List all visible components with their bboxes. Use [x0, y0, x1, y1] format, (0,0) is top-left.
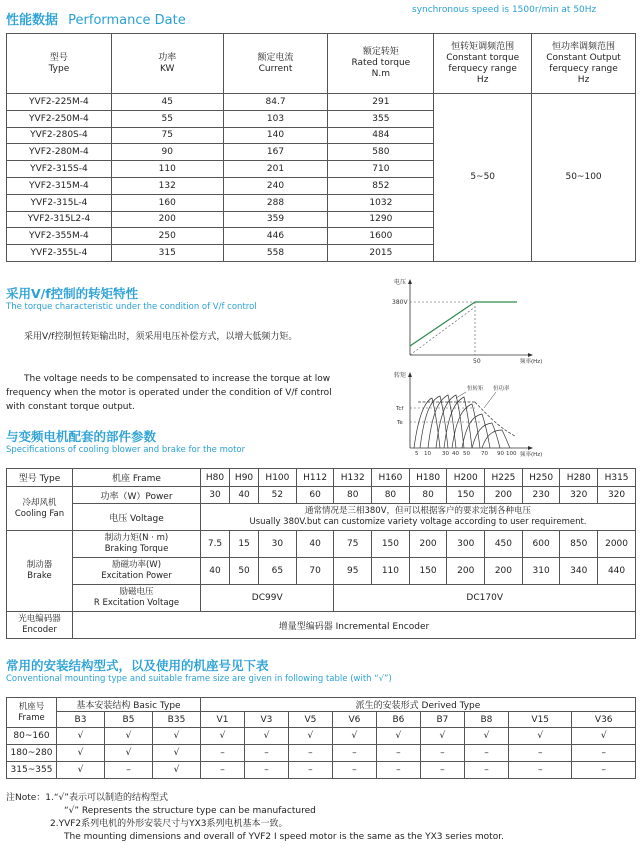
braking-torque-label [73, 531, 201, 558]
perf-cell: YVF2-315S-4 [7, 161, 112, 178]
fan-power-cell: 230 [522, 487, 560, 504]
note-line-3: 2.YVF2系列电机的外形安装尺寸与YX3系列电机基本一致。 [50, 819, 288, 829]
torque-range-cell: 5~50 [434, 94, 532, 262]
note-line-1: 注Note：1.“√”表示可以制造的结构型式 [6, 793, 168, 803]
mount-frame-cell: 80~160 [7, 728, 57, 745]
perf-cell: 291 [328, 94, 434, 111]
parts-section-title [6, 427, 156, 445]
perf-cell: YVF2-315L-4 [7, 194, 112, 211]
mount-frame-en: Frame [18, 712, 45, 723]
excitation-power-en: Excitation Power [101, 571, 172, 581]
braking-torque-en: Braking Torque [104, 544, 169, 554]
output-range-cell: 50~100 [532, 94, 636, 262]
frame-header-cell: H200 [447, 469, 485, 487]
mount-mark-cell: √ [464, 728, 508, 745]
mount-mark-cell: √ [105, 728, 153, 745]
mount-mark-cell: – [464, 762, 508, 779]
perf-cell: 167 [223, 144, 328, 161]
graph2-y-arrow [408, 372, 412, 377]
encoder-label [7, 612, 73, 639]
graph1-vf-line [410, 302, 475, 346]
voltage-value-cn: 通常情况是三相380V，但可以根据客户的要求定制各种电压 [304, 506, 532, 516]
parts-title-cn: 与变频电机配套的部件参数 [6, 429, 157, 444]
sync-speed-note: synchronous speed is 1500r/min at 50Hz [412, 5, 597, 15]
graph2-curve [452, 404, 480, 448]
mount-mark-cell: – [464, 745, 508, 762]
excitation-power-cell: 440 [598, 558, 636, 585]
frame-header-cell: H280 [560, 469, 598, 487]
perf-header-en: Constant Output ferquecy range Hz [546, 52, 621, 85]
excitation-power-cell: 110 [372, 558, 410, 585]
perf-header-0 [7, 34, 112, 94]
fan-power-cell: 80 [409, 487, 447, 504]
graph2-curve [462, 414, 490, 448]
vf-title-en: The torque characteristic under the condition of V/f control [6, 302, 257, 312]
derived-type-cell: V36 [572, 712, 636, 728]
excitation-power-cell: 200 [447, 558, 485, 585]
mount-mark-cell: – [244, 762, 288, 779]
graph1-xlabel: 频率(Hz) [520, 359, 543, 365]
fan-power-cell: 320 [598, 487, 636, 504]
perf-header-cn: 功率 [158, 52, 177, 63]
braking-torque-cell: 30 [259, 531, 297, 558]
perf-header-cn: 恒转矩调频范围 [451, 41, 515, 52]
mount-mark-cell: √ [153, 762, 201, 779]
perf-header-en: Current [258, 63, 293, 74]
fan-power-cell: 200 [485, 487, 523, 504]
perf-cell: 288 [223, 194, 328, 211]
perf-header-en: Type [48, 63, 70, 74]
title-en: Performance Date [68, 13, 186, 28]
perf-cell: YVF2-280S-4 [7, 127, 112, 144]
perf-cell: 140 [223, 127, 328, 144]
graph2-legend1-leader [456, 392, 466, 398]
brake-label-en: Brake [27, 571, 52, 581]
perf-cell: 240 [223, 177, 328, 194]
perf-header-cn: 额定电流 [257, 52, 294, 63]
derived-type-header: 派生的安装形式 Derived Type [201, 698, 636, 712]
cooling-fan-en: Cooling Fan [14, 508, 65, 519]
mount-frame-header [7, 698, 57, 728]
excitation-voltage-high: DC170V [334, 585, 636, 612]
graph1-x-tick: 50 [473, 358, 481, 365]
perf-row [7, 94, 636, 111]
perf-cell: 446 [223, 228, 328, 245]
mount-mark-cell: √ [244, 728, 288, 745]
perf-cell: YVF2-315M-4 [7, 177, 112, 194]
mount-row [7, 728, 636, 745]
derived-type-cell: B7 [420, 712, 464, 728]
mount-mark-cell: – [572, 762, 636, 779]
mount-mark-cell: √ [105, 745, 153, 762]
graph2-y-tick-tcf: Tcf [396, 406, 404, 412]
graph2-x-tick: 50 [463, 451, 470, 457]
graph2-x-tick: 10 [424, 451, 431, 457]
perf-cell: 580 [328, 144, 434, 161]
mount-mark-cell: √ [376, 728, 420, 745]
excitation-power-cell: 310 [522, 558, 560, 585]
derived-type-cell: V3 [244, 712, 288, 728]
perf-cell: YVF2-225M-4 [7, 94, 112, 111]
basic-type-header: 基本安装结构 Basic Type [57, 698, 201, 712]
performance-table [6, 33, 636, 262]
graph2-legend2: 恒功率 [493, 386, 510, 392]
perf-header-2 [223, 34, 328, 94]
excitation-power-cell: 65 [259, 558, 297, 585]
excitation-voltage-low: DC99V [201, 585, 334, 612]
frame-header-cell: H80 [201, 469, 230, 487]
mount-row [7, 745, 636, 762]
mount-mark-cell: – [420, 745, 464, 762]
fan-power-cell: 60 [296, 487, 334, 504]
perf-cell: 103 [223, 110, 328, 127]
graph2-x-tick: 70 [481, 451, 488, 457]
braking-torque-cell: 450 [485, 531, 523, 558]
perf-cell: 1032 [328, 194, 434, 211]
perf-cell: 110 [111, 161, 223, 178]
perf-cell: 484 [328, 127, 434, 144]
mount-row [7, 762, 636, 779]
frame-header-cell: H250 [522, 469, 560, 487]
mount-mark-cell: – [332, 745, 376, 762]
excitation-voltage-cn: 励磁电压 [119, 587, 154, 597]
derived-type-cell: V15 [508, 712, 571, 728]
perf-cell: YVF2-315L2-4 [7, 211, 112, 228]
braking-torque-cn: 制动力矩(N · m) [104, 533, 169, 543]
perf-cell: 200 [111, 211, 223, 228]
mount-mark-cell: – [288, 745, 332, 762]
perf-cell: YVF2-355L-4 [7, 245, 112, 262]
mount-frame-cn: 机座号 [18, 701, 45, 712]
vf-paragraph-cn: 采用V/f控制恒转矩输出时，须采用电压补偿方式，以增大低频力矩。 [24, 332, 298, 342]
voltage-value [201, 504, 636, 531]
fan-power-cell: 150 [447, 487, 485, 504]
excitation-power-cell: 50 [230, 558, 259, 585]
page-title [6, 9, 186, 28]
perf-cell: 359 [223, 211, 328, 228]
perf-cell: 45 [111, 94, 223, 111]
excitation-power-cell: 40 [201, 558, 230, 585]
mount-frame-cell: 180~280 [7, 745, 57, 762]
braking-torque-cell: 850 [560, 531, 598, 558]
perf-header-en: Constant torque ferquecy range Hz [446, 52, 520, 85]
type-label: 型号 Type [7, 469, 73, 487]
mount-mark-cell: – [105, 762, 153, 779]
fan-power-cell: 80 [372, 487, 410, 504]
derived-type-cell: B6 [376, 712, 420, 728]
derived-type-cell: V5 [288, 712, 332, 728]
mount-mark-cell: – [572, 745, 636, 762]
parts-table [6, 468, 636, 639]
frame-header-cell: H90 [230, 469, 259, 487]
perf-cell: 55 [111, 110, 223, 127]
mount-mark-cell: – [244, 745, 288, 762]
graph2-curve [414, 398, 440, 448]
perf-cell: YVF2-280M-4 [7, 144, 112, 161]
fan-power-cell: 52 [259, 487, 297, 504]
frame-header-cell: H315 [598, 469, 636, 487]
basic-type-cell: B5 [105, 712, 153, 728]
brake-label [7, 531, 73, 612]
fan-power-cell: 320 [560, 487, 598, 504]
encoder-label-cn: 光电编码器 [18, 614, 61, 624]
parts-title-en: Specifications of cooling blower and brake for the motor [6, 445, 246, 455]
mount-title-cn: 常用的安装结构型式，以及使用的机座号见下表 [6, 658, 269, 673]
basic-type-cell: B3 [57, 712, 105, 728]
mount-mark-cell: √ [420, 728, 464, 745]
vf-section-title [6, 284, 138, 302]
derived-type-cell: B8 [464, 712, 508, 728]
mount-title-en: Conventional mounting type and suitable frame size are given in following table (with “√”) [6, 674, 392, 684]
mount-section-title [6, 656, 269, 674]
brake-label-cn: 制动器 [26, 560, 53, 570]
perf-header-1 [111, 34, 223, 94]
mount-mark-cell: √ [572, 728, 636, 745]
graph2-legend1: 恒转矩 [467, 386, 484, 392]
vf-title-cn: 采用V/f控制的转矩特性 [6, 286, 139, 301]
graph1-ylabel: 电压 [394, 279, 407, 286]
braking-torque-cell: 40 [296, 531, 334, 558]
torque-frequency-graph [380, 368, 560, 463]
mount-mark-cell: – [201, 745, 245, 762]
mount-mark-cell: √ [57, 728, 105, 745]
power-label: 功率（W）Power [73, 487, 201, 504]
note-line-2: “√” Represents the structure type can be manufactured [64, 806, 316, 816]
perf-cell: 1290 [328, 211, 434, 228]
cooling-fan-cn: 冷却风机 [22, 497, 57, 508]
perf-header-cn: 型号 [49, 52, 68, 63]
frame-header-cell: H100 [259, 469, 297, 487]
frame-header-cell: H225 [485, 469, 523, 487]
excitation-power-cell: 70 [296, 558, 334, 585]
perf-cell: 558 [223, 245, 328, 262]
excitation-power-label [73, 558, 201, 585]
mount-mark-cell: √ [57, 745, 105, 762]
excitation-power-cell: 150 [409, 558, 447, 585]
perf-header-en: Rated torque N.m [351, 58, 411, 79]
derived-type-cell: V1 [201, 712, 245, 728]
mount-table [6, 697, 636, 779]
basic-type-cell: B35 [153, 712, 201, 728]
mount-mark-cell: √ [153, 745, 201, 762]
mount-mark-cell: – [332, 762, 376, 779]
perf-cell: 1600 [328, 228, 434, 245]
braking-torque-cell: 75 [334, 531, 372, 558]
mount-frame-cell: 315~355 [7, 762, 57, 779]
perf-cell: 2015 [328, 245, 434, 262]
mount-mark-cell: – [201, 762, 245, 779]
excitation-power-cell: 340 [560, 558, 598, 585]
encoder-label-en: Encoder [22, 625, 57, 635]
graph2-x-tick: 30 [442, 451, 449, 457]
voltage-value-en: Usually 380V.but can customize variety voltage according to user requirement. [249, 517, 587, 527]
braking-torque-cell: 15 [230, 531, 259, 558]
perf-cell: 201 [223, 161, 328, 178]
graph2-x-tick: 40 [452, 451, 459, 457]
mount-mark-cell: – [420, 762, 464, 779]
graph2-x-tick: 5 [415, 451, 419, 457]
braking-torque-cell: 300 [447, 531, 485, 558]
frame-label: 机座 Frame [73, 469, 201, 487]
graph2-ylabel: 转矩 [394, 372, 407, 379]
mount-mark-cell: – [288, 762, 332, 779]
braking-torque-cell: 7.5 [201, 531, 230, 558]
graph2-x-ticks [415, 451, 517, 457]
encoder-value: 增量型编码器 Incremental Encoder [73, 612, 636, 639]
cooling-fan-label [7, 487, 73, 531]
mount-mark-cell: √ [57, 762, 105, 779]
perf-cell: 355 [328, 110, 434, 127]
frame-header-cell: H180 [409, 469, 447, 487]
frame-header-cell: H112 [296, 469, 334, 487]
perf-cell: 250 [111, 228, 223, 245]
braking-torque-cell: 150 [372, 531, 410, 558]
mount-mark-cell: √ [288, 728, 332, 745]
braking-torque-cell: 200 [409, 531, 447, 558]
graph2-x-tick: 100 [506, 451, 517, 457]
mount-mark-cell: – [508, 745, 571, 762]
mount-mark-cell: √ [153, 728, 201, 745]
graph1-y-tick: 380V [392, 299, 408, 306]
graph1-x-arrow [528, 353, 533, 357]
excitation-power-cell: 95 [334, 558, 372, 585]
mount-mark-cell: √ [332, 728, 376, 745]
notes [6, 792, 631, 844]
perf-cell: YVF2-250M-4 [7, 110, 112, 127]
note-line-4: The mounting dimensions and overall of YVF2 I speed motor is the same as the YX3 series motor. [64, 832, 504, 842]
perf-header-en: KW [159, 63, 175, 74]
graph2-y-tick-te: Te [397, 420, 403, 426]
frame-header-cell: H132 [334, 469, 372, 487]
perf-header-4 [434, 34, 532, 94]
perf-cell: 160 [111, 194, 223, 211]
mount-mark-cell: – [508, 762, 571, 779]
graph2-xlabel: 频率(Hz) [520, 452, 543, 458]
fan-power-cell: 40 [230, 487, 259, 504]
perf-cell: 84.7 [223, 94, 328, 111]
graph1-y-arrow [408, 279, 412, 284]
mount-mark-cell: √ [201, 728, 245, 745]
perf-cell: 852 [328, 177, 434, 194]
excitation-power-cn: 励磁功率(W) [111, 560, 162, 570]
graph2-x-arrow [528, 446, 533, 450]
voltage-label: 电压 Voltage [73, 504, 201, 531]
braking-torque-cell: 2000 [598, 531, 636, 558]
graph1-ideal-line [410, 307, 475, 355]
fan-power-cell: 30 [201, 487, 230, 504]
perf-header-cn: 恒功率调频范围 [552, 41, 616, 52]
perf-header-5 [532, 34, 636, 94]
excitation-voltage-en: R Excitation Voltage [93, 598, 180, 608]
mount-mark-cell: – [376, 762, 420, 779]
perf-cell: YVF2-355M-4 [7, 228, 112, 245]
fan-power-cell: 80 [334, 487, 372, 504]
braking-torque-cell: 600 [522, 531, 560, 558]
perf-cell: 75 [111, 127, 223, 144]
perf-header-cn: 额定转矩 [362, 47, 399, 57]
perf-header-3 [328, 34, 434, 94]
perf-cell: 315 [111, 245, 223, 262]
perf-cell: 710 [328, 161, 434, 178]
excitation-voltage-label [73, 585, 201, 612]
voltage-frequency-graph [380, 273, 560, 368]
mount-mark-cell: – [376, 745, 420, 762]
title-cn: 性能数据 [6, 13, 59, 28]
perf-cell: 132 [111, 177, 223, 194]
mount-mark-cell: √ [508, 728, 571, 745]
frame-header-cell: H160 [372, 469, 410, 487]
excitation-power-cell: 200 [485, 558, 523, 585]
graph2-legend2-leader [484, 392, 496, 408]
vf-paragraph-en: The voltage needs to be compensated to increase the torque at low frequency when the motor is operated under the condition of V/f control with constant torque output. [6, 374, 332, 412]
perf-cell: 90 [111, 144, 223, 161]
graph2-x-tick: 90 [497, 451, 504, 457]
derived-type-cell: V6 [332, 712, 376, 728]
